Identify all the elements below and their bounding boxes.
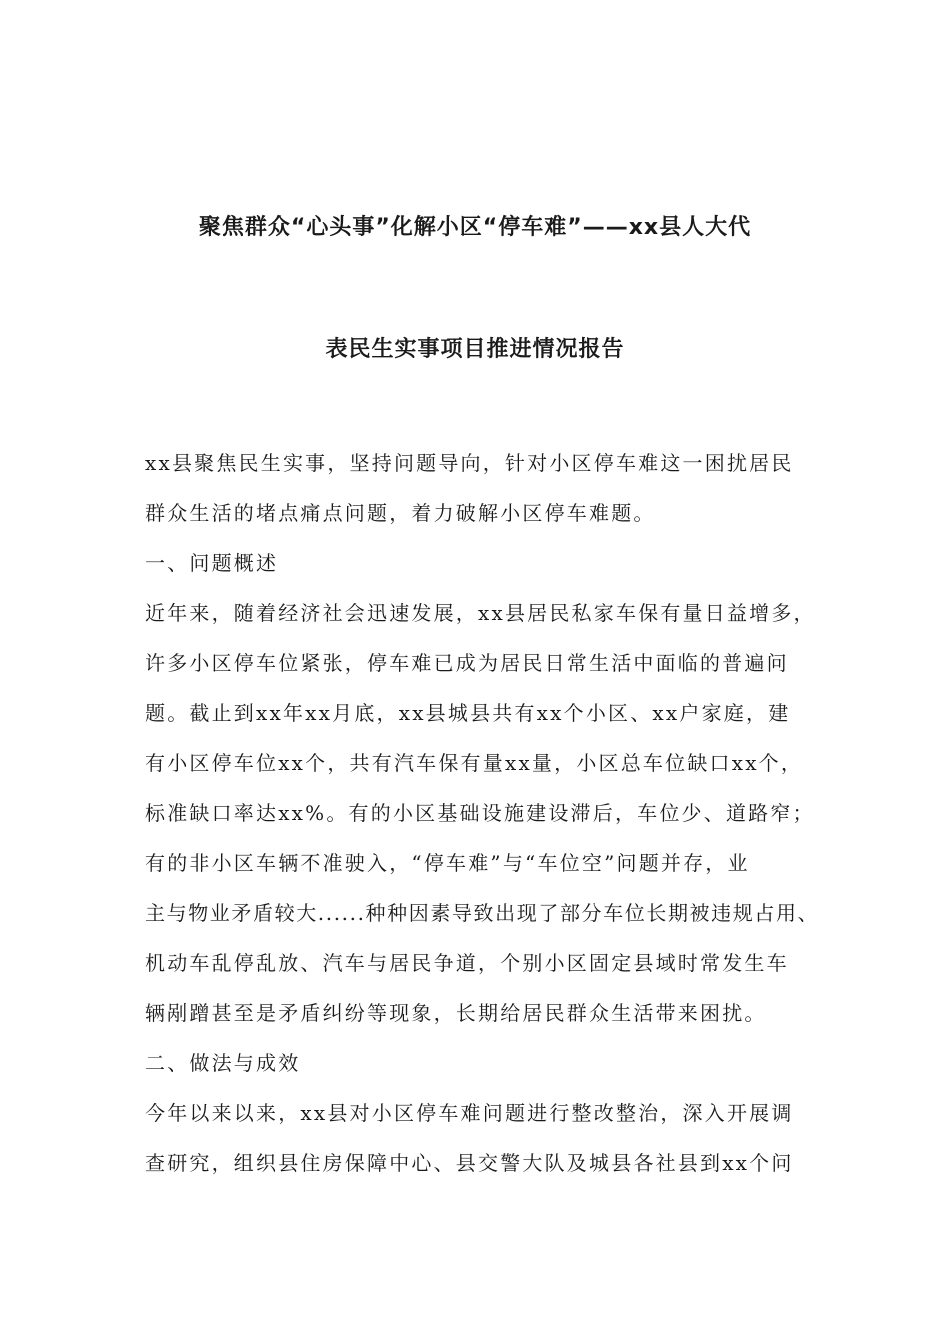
section-heading-1: 一、问题概述 bbox=[145, 551, 279, 575]
body-line-10: 主与物业矛盾较大......种种因素导致出现了部分车位长期被违规占用、 bbox=[145, 901, 820, 925]
body-line-7: 有小区停车位xx个，共有汽车保有量xx量，小区总车位缺口xx个， bbox=[145, 751, 804, 775]
body-line-6: 题。截止到xx年xx月底，xx县城县共有xx个小区、xx户家庭，建 bbox=[145, 701, 791, 725]
body-line-12: 辆剐蹭甚至是矛盾纠纷等现象，长期给居民群众生活带来困扰。 bbox=[145, 1001, 767, 1025]
body-line-11: 机动车乱停乱放、汽车与居民争道，个别小区固定县域时常发生车 bbox=[145, 951, 789, 975]
body-line-5: 许多小区停车位紧张，停车难已成为居民日常生活中面临的普遍问 bbox=[145, 651, 789, 675]
body-line-15: 查研究，组织县住房保障中心、县交警大队及城县各社县到xx个问 bbox=[145, 1151, 794, 1175]
body-line-2: 群众生活的堵点痛点问题，着力破解小区停车难题。 bbox=[145, 501, 656, 525]
section-heading-2: 二、做法与成效 bbox=[145, 1051, 301, 1075]
body-line-1: xx县聚焦民生实事，坚持问题导向，针对小区停车难这一困扰居民 bbox=[145, 451, 794, 475]
body-line-9: 有的非小区车辆不准驶入，“停车难”与“车位空”问题并存，业 bbox=[145, 851, 750, 875]
body-line-8: 标准缺口率达xx%。有的小区基础设施建设滞后，车位少、道路窄； bbox=[145, 801, 815, 825]
document-title-line-2: 表民生实事项目推进情况报告 bbox=[325, 337, 625, 362]
body-line-4: 近年来，随着经济社会迅速发展，xx县居民私家车保有量日益增多， bbox=[145, 601, 816, 625]
body-line-14: 今年以来以来，xx县对小区停车难问题进行整改整治，深入开展调 bbox=[145, 1101, 794, 1125]
document-title-line-1: 聚焦群众“心头事”化解小区“停车难”——xx县人大代 bbox=[198, 215, 752, 240]
